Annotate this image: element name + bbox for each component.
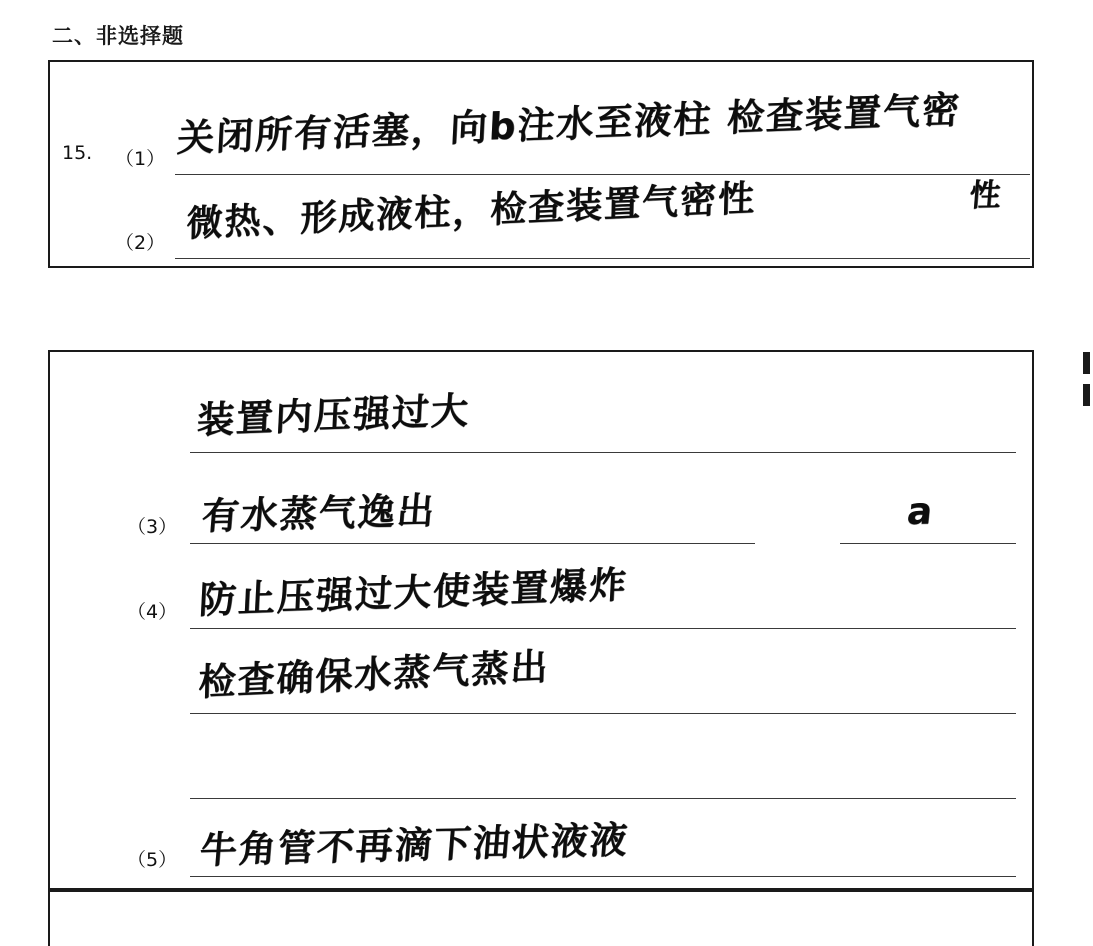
handwriting-answer-5: 牛角管不再滴下油状液液 [198, 818, 631, 872]
rule-line [175, 258, 1030, 259]
item-label-5: （5） [127, 849, 178, 871]
handwriting-answer-3: 有水蒸气逸出 [200, 489, 438, 538]
rule-line [190, 543, 755, 544]
handwriting-answer-4b: 检查确保水蒸气蒸出 [198, 644, 550, 704]
handwriting-answer-3-side: a [905, 489, 937, 533]
handwriting-answer-2: 微热、形成液柱，检查装置气密性 [186, 178, 757, 245]
rule-line [190, 876, 1016, 877]
rule-line-side [840, 543, 1016, 544]
item-label-1: （1） [115, 148, 166, 170]
section-heading: 二、非选择题 [52, 24, 184, 48]
page-registration-mark [1083, 384, 1090, 406]
item-label-2: （2） [115, 232, 166, 254]
handwriting-answer-4: 防止压强过大使装置爆炸 [198, 563, 629, 622]
rule-line-empty [190, 798, 1016, 799]
handwriting-answer-1-overflow: 性 [968, 177, 1004, 214]
rule-line [190, 713, 1016, 714]
item-label-3: （3） [127, 516, 178, 538]
handwriting-answer-1: 关闭所有活塞，向b注水至液柱 检查装置气密 [176, 88, 963, 160]
rule-line [190, 452, 1016, 453]
answer-box-bottom-partial [48, 890, 1034, 946]
rule-line [175, 174, 1030, 175]
item-label-4: （4） [127, 601, 178, 623]
question-number: 15. [62, 142, 93, 164]
handwriting-answer-3a: 装置内压强过大 [196, 388, 472, 442]
page-registration-mark [1083, 352, 1090, 374]
rule-line [190, 628, 1016, 629]
